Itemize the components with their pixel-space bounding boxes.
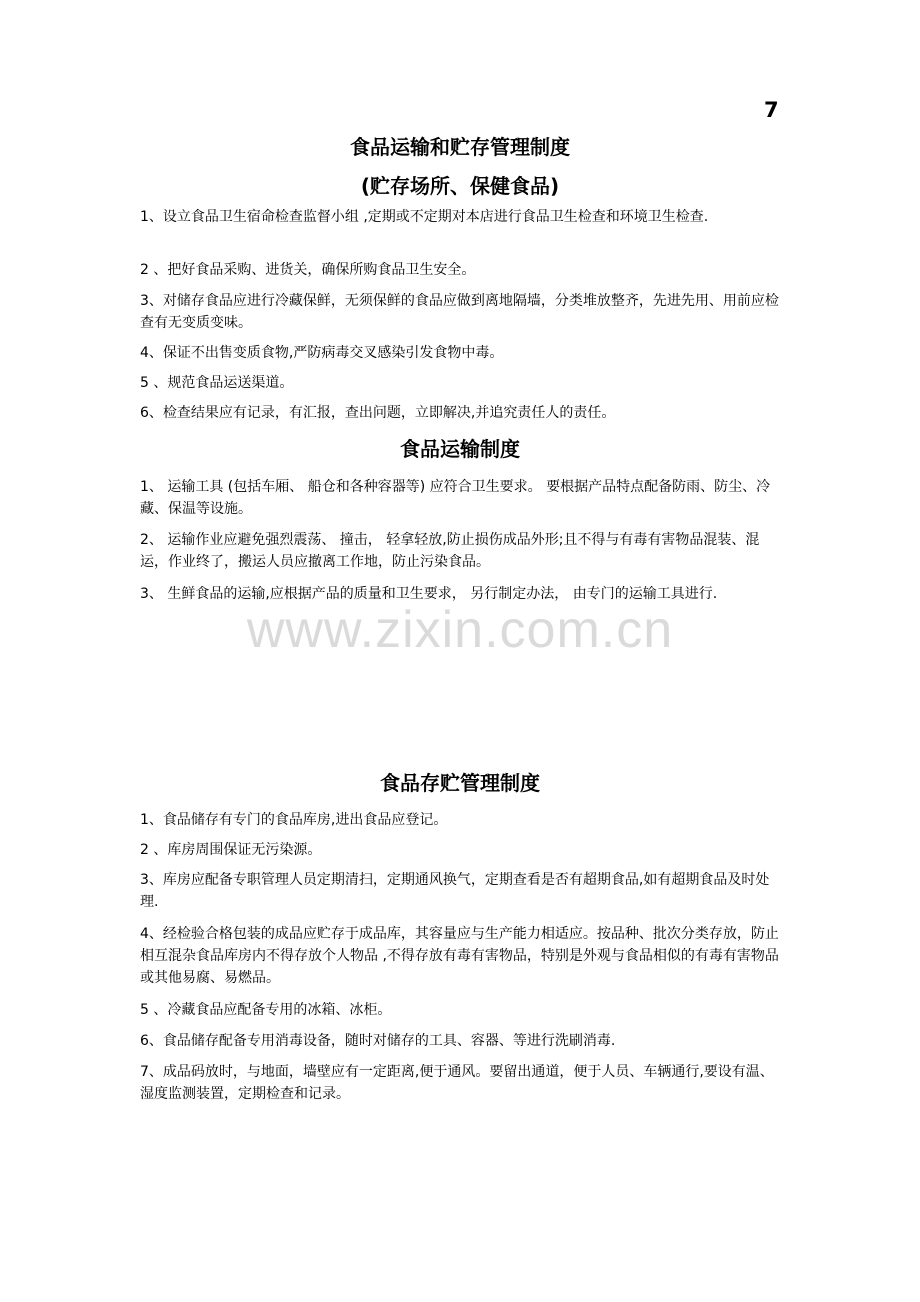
list-item: 7、成品码放时，与地面，墙壁应有一定距离,便于通风。要留出通道，便于人员、车辆通行,要设有温、湿度监测装置，定期检查和记录。 xyxy=(140,1064,774,1102)
page-number: 7 xyxy=(764,98,779,122)
list-item: 2 、把好食品采购、进货关，确保所购食品卫生安全。 xyxy=(140,262,476,278)
list-item: 6、检查结果应有记录，有汇报，查出问题，立即解决,并追究责任人的责任。 xyxy=(140,405,616,421)
list-item: 3、 生鲜食品的运输,应根据产品的质量和卫生要求， 另行制定办法， 由专门的运输工具进行. xyxy=(140,586,718,602)
section-title-transport-storage: 食品运输和贮存管理制度 xyxy=(350,135,570,159)
list-item: 2、 运输作业应避免强烈震荡、 撞击， 轻拿轻放,防止损伤成品外形;且不得与有毒有害物品混装、混运，作业终了，搬运人员应撤离工作地，防止污染食品。 xyxy=(140,532,760,570)
section-subtitle: (贮存场所、保健食品) xyxy=(360,174,560,198)
list-item: 6、食品储存配备专用消毒设备，随时对储存的工具、容器、等进行洗刷消毒. xyxy=(140,1033,616,1049)
section-title-transport: 食品运输制度 xyxy=(400,437,520,461)
list-item: 1、设立食品卫生宿命检查监督小组 ,定期或不定期对本店进行食品卫生检查和环境卫生检查. xyxy=(140,209,709,225)
list-item: 4、保证不出售变质食物,严防病毒交叉感染引发食物中毒。 xyxy=(140,345,504,361)
list-item: 1、 运输工具 (包括车厢、 船仓和各种容器等) 应符合卫生要求。 要根据产品特点配备防雨、防尘、冷藏、保温等设施。 xyxy=(140,479,771,517)
list-item: 5 、冷藏食品应配备专用的冰箱、冰柜。 xyxy=(140,1002,392,1018)
watermark: www.zixin.com.cn xyxy=(246,601,674,659)
list-item: 3、库房应配备专职管理人员定期清扫，定期通风换气，定期查看是否有超期食品,如有超期食品及时处理. xyxy=(140,872,770,910)
section-title-storage: 食品存贮管理制度 xyxy=(380,771,540,795)
list-item: 5 、规范食品运送渠道。 xyxy=(140,375,294,391)
list-item: 3、对储存食品应进行冷藏保鲜，无须保鲜的食品应做到离地隔墙，分类堆放整齐，先进先用、用前应检查有无变质变味。 xyxy=(140,293,779,331)
list-item: 4、经检验合格包装的成品应贮存于成品库，其容量应与生产能力相适应。按品种、批次分类存放，防止相互混杂食品库房内不得存放个人物品 ,不得存放有毒有害物品，特别是外观与食品相似的有毒有害物品或其他易腐、易燃品。 xyxy=(140,926,779,986)
list-item: 2 、库房周围保证无污染源。 xyxy=(140,842,322,858)
list-item: 1、食品储存有专门的食品库房,进出食品应登记。 xyxy=(140,812,448,828)
